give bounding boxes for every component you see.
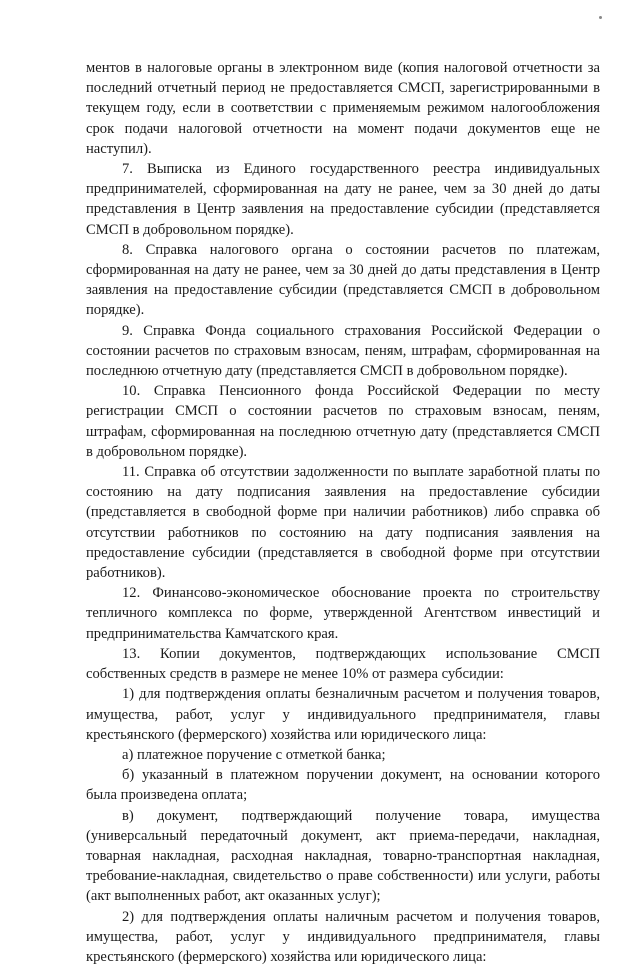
document-page	[86, 58, 600, 967]
paragraph-item-8: 8. Справка налогового органа о состоянии расчетов по платежам, сформированная на дату не ранее, чем за 30 дней до даты представления в Центр заявления на предоставление субсидии (представляется СМСП в добровольном порядке).	[86, 241, 600, 319]
paragraph-item-13-2: 2) для подтверждения оплаты наличным расчетом и получения товаров, имущества, работ, услуг у индивидуального предпринимателя, главы крестьянского (фермерского) хозяйства или юридического лица:	[86, 908, 600, 965]
paragraph-item-11: 11. Справка об отсутствии задолженности по выплате заработной платы по состоянию на дату подписания заявления на предоставление субсидии (представляется в свободной форме при наличии работников) либо справка об отсутствии работников по состоянию на дату подписания заявления на предоставление субсидии (представляется в свободной форме при отсутствии работников).	[86, 464, 600, 582]
paragraph-item-13: 13. Копии документов, подтверждающих использование СМСП собственных средств в размере не менее 10% от размера субсидии:	[86, 645, 600, 683]
paragraph-item-7: 7. Выписка из Единого государственного реестра индивидуальных предпринимателей, сформированная на дату не ранее, чем за 30 дней до даты представления в Центр заявления на предоставление субсидии (представляется СМСП в добровольном порядке).	[86, 161, 600, 238]
paragraph-continuation: ментов в налоговые органы в электронном виде (копия налоговой отчетности за последний отчетный период не предоставляется СМСП, зарегистрированными в текущем году, если в соответствии с применяемым режимом налогообложения срок подачи налоговой отчетности на момент подачи документов еще не наступил).	[86, 60, 600, 157]
scan-dot	[599, 16, 602, 19]
paragraph-item-12: 12. Финансово-экономическое обоснование проекта по строительству тепличного комплекса по форме, утвержденной Агентством инвестиций и предпринимательства Камчатского края.	[86, 585, 600, 642]
paragraph-item-9: 9. Справка Фонда социального страхования Российской Федерации о состоянии расчетов по страховым взносам, пеням, штрафам, сформированная на последнюю отчетную дату (представляется СМСП в добровольном порядке).	[86, 322, 600, 380]
paragraph-item-13-1-a: а) платежное поручение с отметкой банка;	[122, 746, 386, 763]
paragraph-item-10: 10. Справка Пенсионного фонда Российской Федерации по месту регистрации СМСП о состоянии расчетов по страховым взносам, пеням, штрафам, сформированная на последнюю отчетную дату (представляется СМСП в добровольном порядке).	[86, 383, 600, 460]
paragraph-item-13-1-b: б) указанный в платежном поручении документ, на основании которого была произведена оплата;	[86, 767, 600, 804]
paragraph-item-13-1-v: в) документ, подтверждающий получение товара, имущества (универсальный передаточный документ, акт приема-передачи, накладная, товарная накладная, расходная накладная, товарно-транспортная накладная, требование-накладная, свидетельство о праве собственности) или услуги, работы (акт выполненных работ, акт оказанных услуг);	[86, 807, 600, 905]
paragraph-item-13-1: 1) для подтверждения оплаты безналичным расчетом и получения товаров, имущества, работ, услуг у индивидуального предпринимателя, главы крестьянского (фермерского) хозяйства или юридического лица:	[86, 686, 600, 743]
